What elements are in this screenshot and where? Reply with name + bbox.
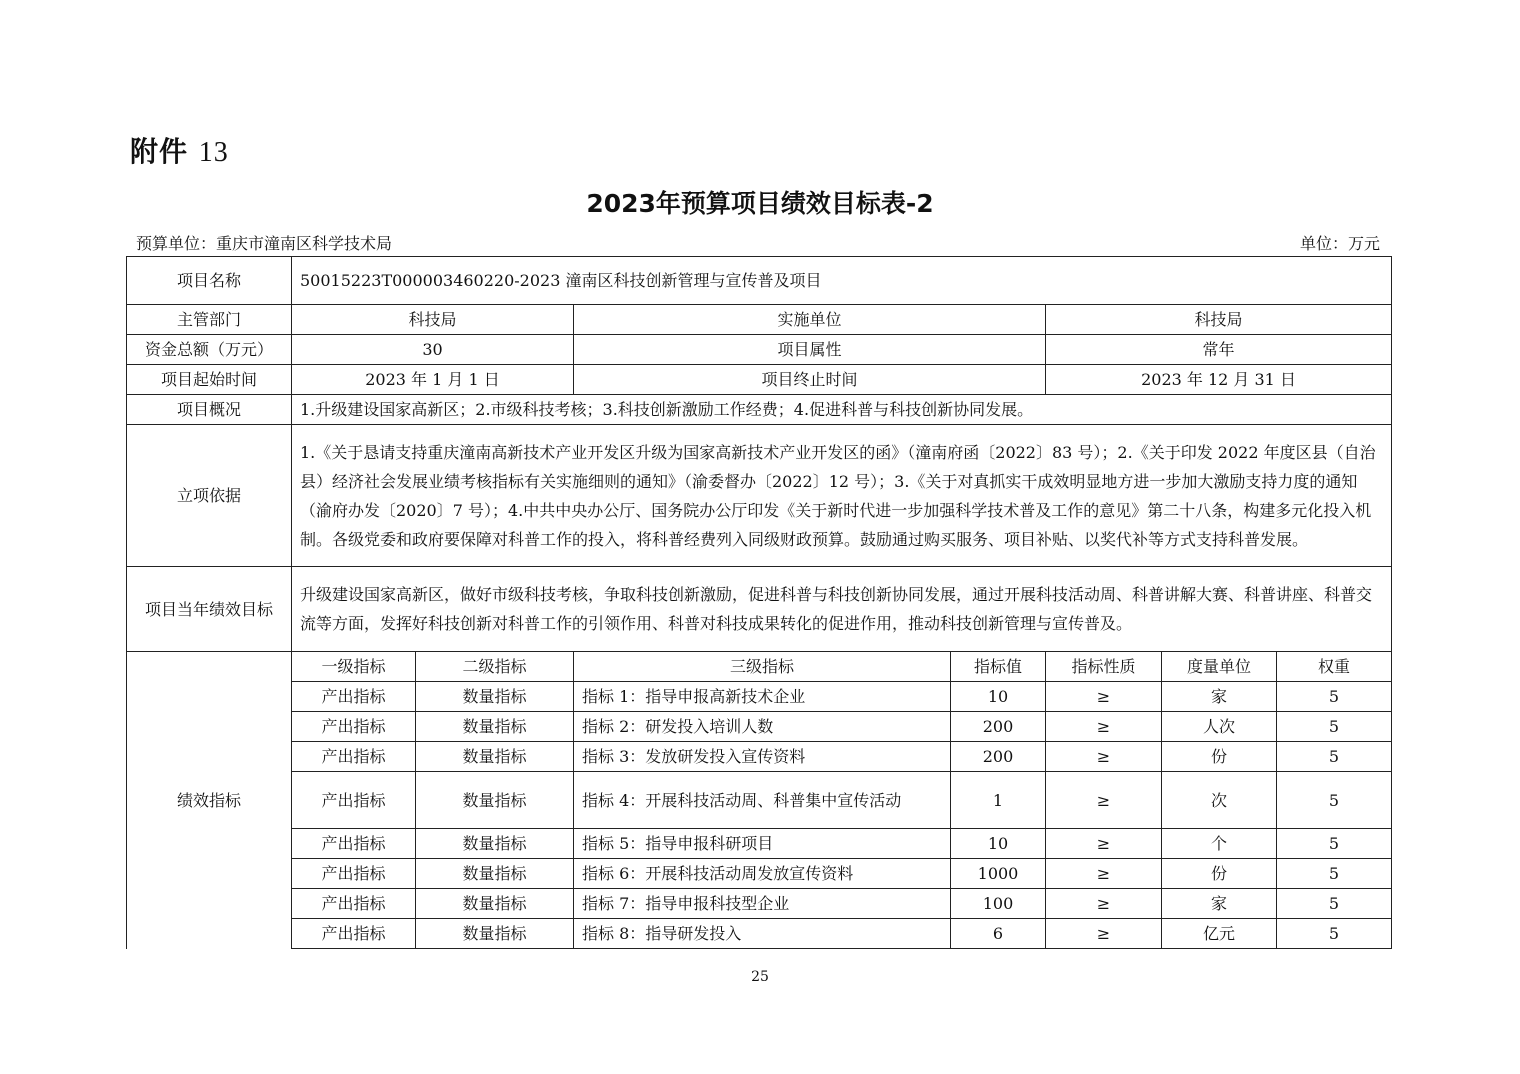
table-row xyxy=(127,742,1392,772)
cell-value: 200 xyxy=(951,742,1046,772)
cell-level1: 产出指标 xyxy=(292,829,416,859)
cell-level2: 数量指标 xyxy=(416,742,574,772)
end-value: 2023 年 12 月 31 日 xyxy=(1046,365,1392,395)
row-basis xyxy=(127,425,1392,567)
header-weight: 权重 xyxy=(1277,652,1392,682)
cell-weight: 5 xyxy=(1277,682,1392,712)
row-period xyxy=(127,365,1392,395)
cell-level1: 产出指标 xyxy=(292,742,416,772)
cell-level3: 指标 1：指导申报高新技术企业 xyxy=(574,682,951,712)
cell-nature: ≥ xyxy=(1046,742,1162,772)
cell-weight: 5 xyxy=(1277,712,1392,742)
page-number: 25 xyxy=(751,969,769,985)
cell-weight: 5 xyxy=(1277,919,1392,949)
cell-level2: 数量指标 xyxy=(416,859,574,889)
budget-unit: 预算单位：重庆市潼南区科学技术局 xyxy=(136,234,393,253)
cell-unit: 家 xyxy=(1162,682,1277,712)
project-name-label: 项目名称 xyxy=(127,257,292,305)
cell-value: 100 xyxy=(951,889,1046,919)
overview-label: 项目概况 xyxy=(127,395,292,425)
funds-label: 资金总额（万元） xyxy=(127,335,292,365)
cell-weight: 5 xyxy=(1277,859,1392,889)
header-unit: 度量单位 xyxy=(1162,652,1277,682)
header-nature: 指标性质 xyxy=(1046,652,1162,682)
cell-level2: 数量指标 xyxy=(416,889,574,919)
cell-unit: 份 xyxy=(1162,859,1277,889)
cell-level1: 产出指标 xyxy=(292,682,416,712)
table-row xyxy=(127,772,1392,829)
cell-nature: ≥ xyxy=(1046,889,1162,919)
cell-level1: 产出指标 xyxy=(292,859,416,889)
cell-value: 10 xyxy=(951,682,1046,712)
cell-level1: 产出指标 xyxy=(292,712,416,742)
cell-value: 1000 xyxy=(951,859,1046,889)
cell-value: 6 xyxy=(951,919,1046,949)
cell-nature: ≥ xyxy=(1046,919,1162,949)
indicator-header-row xyxy=(127,652,1392,682)
cell-level2: 数量指标 xyxy=(416,712,574,742)
money-unit: 单位：万元 xyxy=(1299,234,1380,253)
basis-label: 立项依据 xyxy=(127,425,292,567)
cell-unit: 家 xyxy=(1162,889,1277,919)
cell-value: 200 xyxy=(951,712,1046,742)
cell-weight: 5 xyxy=(1277,889,1392,919)
header-value: 指标值 xyxy=(951,652,1046,682)
goal-value: 升级建设国家高新区，做好市级科技考核，争取科技创新激励，促进科普与科技创新协同发展，通过开展科技活动周、科普讲解大赛、科普讲座、科普交流等方面，发挥好科技创新对科普工作的引领作用、科普对科技成果转化的促进作用，推动科技创新管理与宣传普及。 xyxy=(292,567,1392,652)
cell-level3: 指标 7：指导申报科技型企业 xyxy=(574,889,951,919)
row-overview xyxy=(127,395,1392,425)
cell-level3: 指标 6：开展科技活动周发放宣传资料 xyxy=(574,859,951,889)
table-row xyxy=(127,682,1392,712)
impl-label: 实施单位 xyxy=(574,305,1046,335)
header-level1: 一级指标 xyxy=(292,652,416,682)
table-row xyxy=(127,829,1392,859)
cell-level3: 指标 8：指导研发投入 xyxy=(574,919,951,949)
cell-level2: 数量指标 xyxy=(416,682,574,712)
cell-weight: 5 xyxy=(1277,742,1392,772)
project-name-value: 50015223T000003460220-2023 潼南区科技创新管理与宣传普及项目 xyxy=(292,257,1392,305)
header-level2: 二级指标 xyxy=(416,652,574,682)
header-level3: 三级指标 xyxy=(574,652,951,682)
cell-weight: 5 xyxy=(1277,772,1392,829)
cell-level2: 数量指标 xyxy=(416,829,574,859)
cell-unit: 人次 xyxy=(1162,712,1277,742)
impl-value: 科技局 xyxy=(1046,305,1392,335)
row-project-name xyxy=(127,257,1392,305)
cell-weight: 5 xyxy=(1277,829,1392,859)
table-row xyxy=(127,919,1392,949)
cell-level3: 指标 3：发放研发投入宣传资料 xyxy=(574,742,951,772)
row-department xyxy=(127,305,1392,335)
overview-value: 1.升级建设国家高新区；2.市级科技考核；3.科技创新激励工作经费；4.促进科普与科技创新协同发展。 xyxy=(292,395,1392,425)
start-label: 项目起始时间 xyxy=(127,365,292,395)
cell-nature: ≥ xyxy=(1046,859,1162,889)
cell-level2: 数量指标 xyxy=(416,919,574,949)
attachment-label xyxy=(130,130,229,170)
cell-value: 10 xyxy=(951,829,1046,859)
table-row xyxy=(127,859,1392,889)
cell-level2: 数量指标 xyxy=(416,772,574,829)
cell-level3: 指标 2：研发投入培训人数 xyxy=(574,712,951,742)
row-funds xyxy=(127,335,1392,365)
indicator-section-label: 绩效指标 xyxy=(127,652,292,949)
attr-label: 项目属性 xyxy=(574,335,1046,365)
cell-level1: 产出指标 xyxy=(292,889,416,919)
cell-unit: 次 xyxy=(1162,772,1277,829)
table-row xyxy=(127,889,1392,919)
cell-nature: ≥ xyxy=(1046,829,1162,859)
unit-line xyxy=(136,231,1380,254)
start-value: 2023 年 1 月 1 日 xyxy=(292,365,574,395)
cell-nature: ≥ xyxy=(1046,772,1162,829)
cell-nature: ≥ xyxy=(1046,682,1162,712)
document-title: 2023年预算项目绩效目标表-2 xyxy=(586,189,934,218)
funds-value: 30 xyxy=(292,335,574,365)
goal-label: 项目当年绩效目标 xyxy=(127,567,292,652)
dept-value: 科技局 xyxy=(292,305,574,335)
cell-nature: ≥ xyxy=(1046,712,1162,742)
cell-unit: 个 xyxy=(1162,829,1277,859)
attachment-number: 13 xyxy=(198,137,229,168)
performance-table xyxy=(126,256,1392,949)
basis-value: 1.《关于恳请支持重庆潼南高新技术产业开发区升级为国家高新技术产业开发区的函》（潼南府函〔2022〕83 号）；2.《关于印发 2022 年度区县（自治县）经济社会发展业绩考核指标有关实施细则的通知》（渝委督办〔2022〕12 号）；3.《关于对真抓实干成效明显地方进一步加大激励支持力度的通知（渝府办发〔2020〕7 号）；4.中共中央办公厅、国务院办公厅印发《关于新时代进一步加强科学技术普及工作的意见》第二十八条，构建多元化投入机制。各级党委和政府要保障对科普工作的投入，将科普经费列入同级财政预算。鼓励通过购买服务、项目补贴、以奖代补等方式支持科普发展。 xyxy=(292,425,1392,567)
cell-unit: 份 xyxy=(1162,742,1277,772)
cell-level3: 指标 4：开展科技活动周、科普集中宣传活动 xyxy=(574,772,951,829)
row-goal xyxy=(127,567,1392,652)
cell-level3: 指标 5：指导申报科研项目 xyxy=(574,829,951,859)
cell-value: 1 xyxy=(951,772,1046,829)
table-row xyxy=(127,712,1392,742)
attachment-text: 附件 xyxy=(130,135,189,168)
attr-value: 常年 xyxy=(1046,335,1392,365)
cell-unit: 亿元 xyxy=(1162,919,1277,949)
dept-label: 主管部门 xyxy=(127,305,292,335)
cell-level1: 产出指标 xyxy=(292,772,416,829)
cell-level1: 产出指标 xyxy=(292,919,416,949)
end-label: 项目终止时间 xyxy=(574,365,1046,395)
